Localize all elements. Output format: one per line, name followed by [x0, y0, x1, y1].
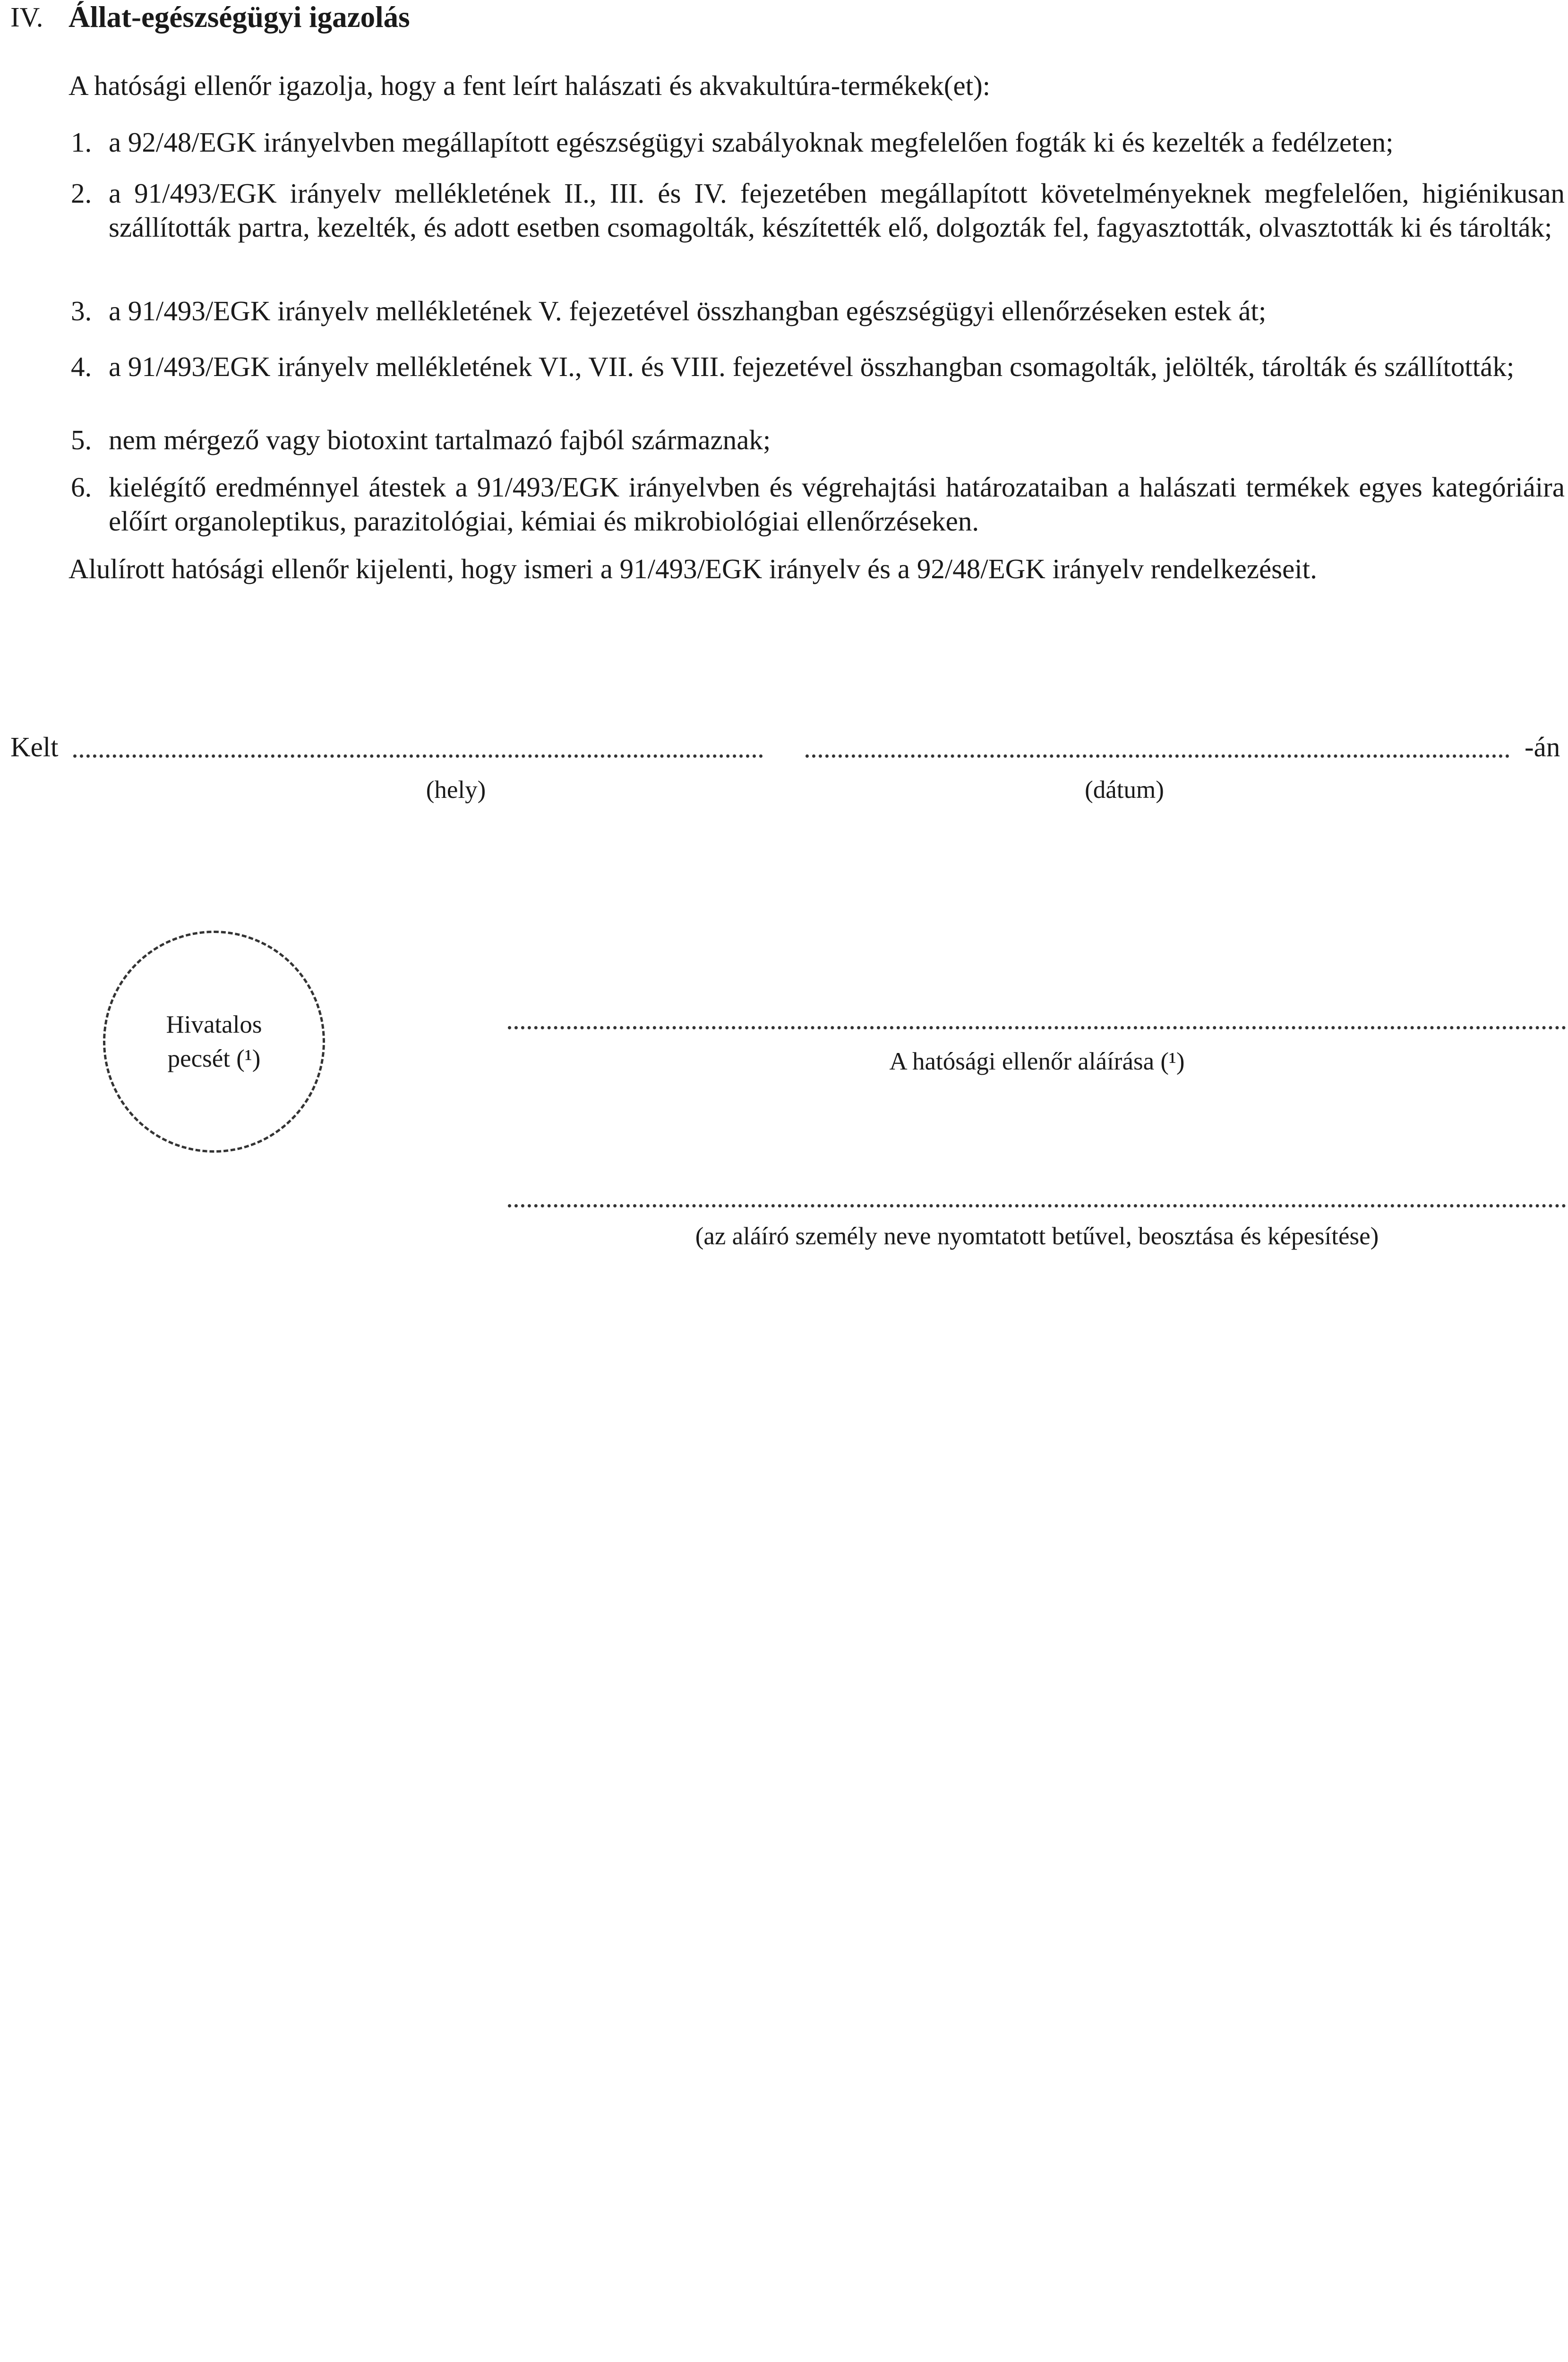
item-number: 3. — [71, 295, 92, 326]
intro-text: A hatósági ellenőr igazolja, hogy a fent leírt halászati és akvakultúra-termékek(et): — [69, 70, 991, 101]
seal-label-line2: pecsét (¹) — [167, 1045, 261, 1072]
section-title: Állat-egészségügyi igazolás — [69, 0, 410, 34]
kelt-label: Kelt — [10, 731, 59, 762]
place-dotted-line[interactable] — [73, 754, 763, 758]
date-dotted-line[interactable] — [805, 754, 1509, 758]
item-text: a 91/493/EGK irányelv mellékletének V. fejezetével összhangban egészségügyi ellenőrzéseken estek át; — [109, 295, 1267, 326]
item-number: 6. — [71, 471, 92, 503]
item-text: nem mérgező vagy biotoxint tartalmazó fajból származnak; — [109, 424, 771, 455]
signature-dotted-line[interactable] — [508, 1026, 1566, 1029]
name-caption: (az aláíró személy neve nyomtatott betűvel, beosztása és képesítése) — [695, 1223, 1379, 1250]
signature-caption: A hatósági ellenőr aláírása (¹) — [889, 1048, 1185, 1075]
declaration-statement: Alulírott hatósági ellenőr kijelenti, hogy ismeri a 91/493/EGK irányelv és a 92/48/EGK irányelv rendelkezéseit. — [69, 553, 1317, 584]
date-caption: (dátum) — [1085, 776, 1164, 804]
official-seal — [103, 931, 325, 1153]
item-text: kielégítő eredménnyel átestek a 91/493/EGK irányelvben és végrehajtási határozataiban a halászati termékek egyes kategóriáira előírt organoleptikus, parazitológiai, kémiai és mikrobiológiai ellenőrzéseken. — [109, 471, 1565, 537]
date-suffix: -án — [1525, 731, 1560, 762]
item-number: 1. — [71, 127, 92, 158]
item-number: 5. — [71, 424, 92, 455]
item-text: a 91/493/EGK irányelv mellékletének II., III. és IV. fejezetében megállapított követelményeknek megfelelően, higiénikusan szállították partra, kezelték, és adott esetben csomagolták, készítették elő, dolgozták fel, fagyasztották, olvasztották ki és tárolták; — [109, 178, 1565, 243]
item-number: 4. — [71, 351, 92, 382]
name-dotted-line[interactable] — [508, 1204, 1566, 1207]
item-text: a 91/493/EGK irányelv mellékletének VI., VII. és VIII. fejezetével összhangban csomagolták, jelölték, tárolták és szállították; — [109, 351, 1515, 382]
item-text: a 92/48/EGK irányelvben megállapított egészségügyi szabályoknak megfelelően fogták ki és kezelték a fedélzeten; — [109, 127, 1394, 158]
seal-label-line1: Hivatalos — [166, 1011, 262, 1038]
section-number: IV. — [10, 1, 43, 33]
item-number: 2. — [71, 178, 92, 209]
place-caption: (hely) — [426, 776, 486, 804]
